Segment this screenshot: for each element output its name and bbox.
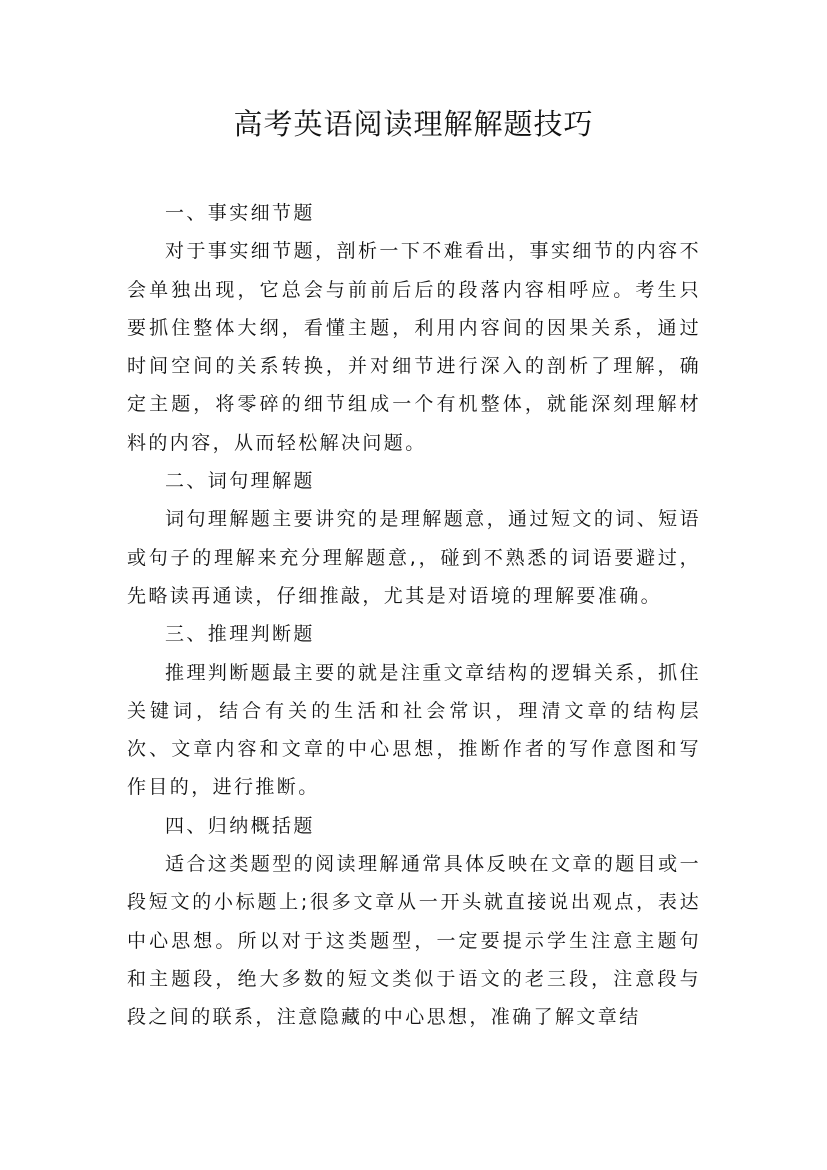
section-heading-word-sentence: 二、词句理解题 — [165, 470, 315, 493]
section-paragraph-summary: 适合这类题型的阅读理解通常具体反映在文章的题目或一段短文的小标题上;很多文章从一开头就直接说出观点，表达中心思想。所以对于这类题型，一定要提示学生注意主题句和主题段，绝大多数的短文类似于语文的老三段，注意段与段之间的联系，注意隐藏的中心思想，准确了解文章结 — [127, 853, 701, 1029]
section-heading-fact-detail: 一、事实细节题 — [165, 202, 315, 224]
section-heading-inference: 三、推理判断题 — [165, 623, 315, 646]
document-title: 高考英语阅读理解解题技巧 — [233, 107, 594, 141]
section-heading-summary: 四、归纳概括题 — [165, 814, 315, 837]
section-paragraph-word-sentence: 词句理解题主要讲究的是理解题意，通过短文的词、短语或句子的理解来充分理解题意,，碰到不熟悉的词语要避过，先略读再通读，仔细推敲，尤其是对语境的理解要准确。 — [127, 508, 701, 607]
section-paragraph-fact-detail: 对于事实细节题，剖析一下不难看出，事实细节的内容不会单独出现，它总会与前前后后的段落内容相呼应。考生只要抓住整体大纲，看懂主题，利用内容间的因果关系，通过时间空间的关系转换，并对细节进行深入的剖析了理解，确定主题，将零碎的细节组成一个有机整体，就能深刻理解材料的内容，从而轻松解决问题。 — [127, 240, 701, 454]
document-body — [127, 194, 701, 1037]
section-paragraph-inference: 推理判断题最主要的就是注重文章结构的逻辑关系，抓住关键词，结合有关的生活和社会常识，理清文章的结构层次、文章内容和文章的中心思想，推断作者的写作意图和写作目的，进行推断。 — [127, 661, 701, 799]
